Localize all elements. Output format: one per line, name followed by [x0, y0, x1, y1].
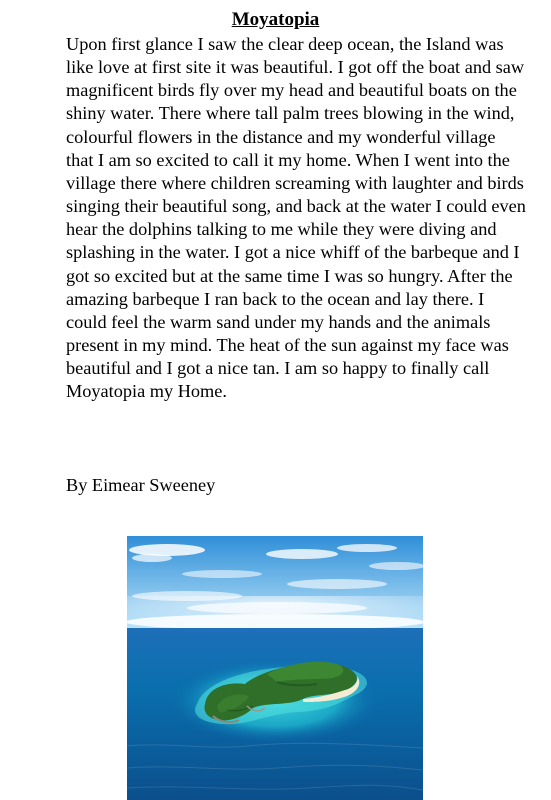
story-body [66, 33, 526, 404]
document-title: Moyatopia [231, 9, 320, 30]
island-photo [127, 536, 423, 800]
story-paragraph: Upon first glance I saw the clear deep ocean, the Island was like love at first site it was beautiful. I got off the boat and saw magnificent birds fly over my head and beautiful boats on the shiny water. There where tall palm trees blowing in the wind, colourful flowers in the distance and my wonderful village that I am so excited to call it my home. When I went into the village there where children screaming with laughter and birds singing their beautiful song, and back at the water I could even hear the dolphins talking to me while they were diving and splashing in the water. I got a nice whiff of the barbeque and I got so excited but at the same time I was so hungry. After the amazing barbeque I ran back to the ocean and lay there. I could feel the warm sand under my hands and the animals present in my mind. The heat of the sun against my face was beautiful and I got a nice tan. I am so happy to finally call Moyatopia my Home. [66, 34, 526, 402]
island-illustration [127, 536, 423, 800]
author-byline: By Eimear Sweeney [66, 475, 216, 495]
